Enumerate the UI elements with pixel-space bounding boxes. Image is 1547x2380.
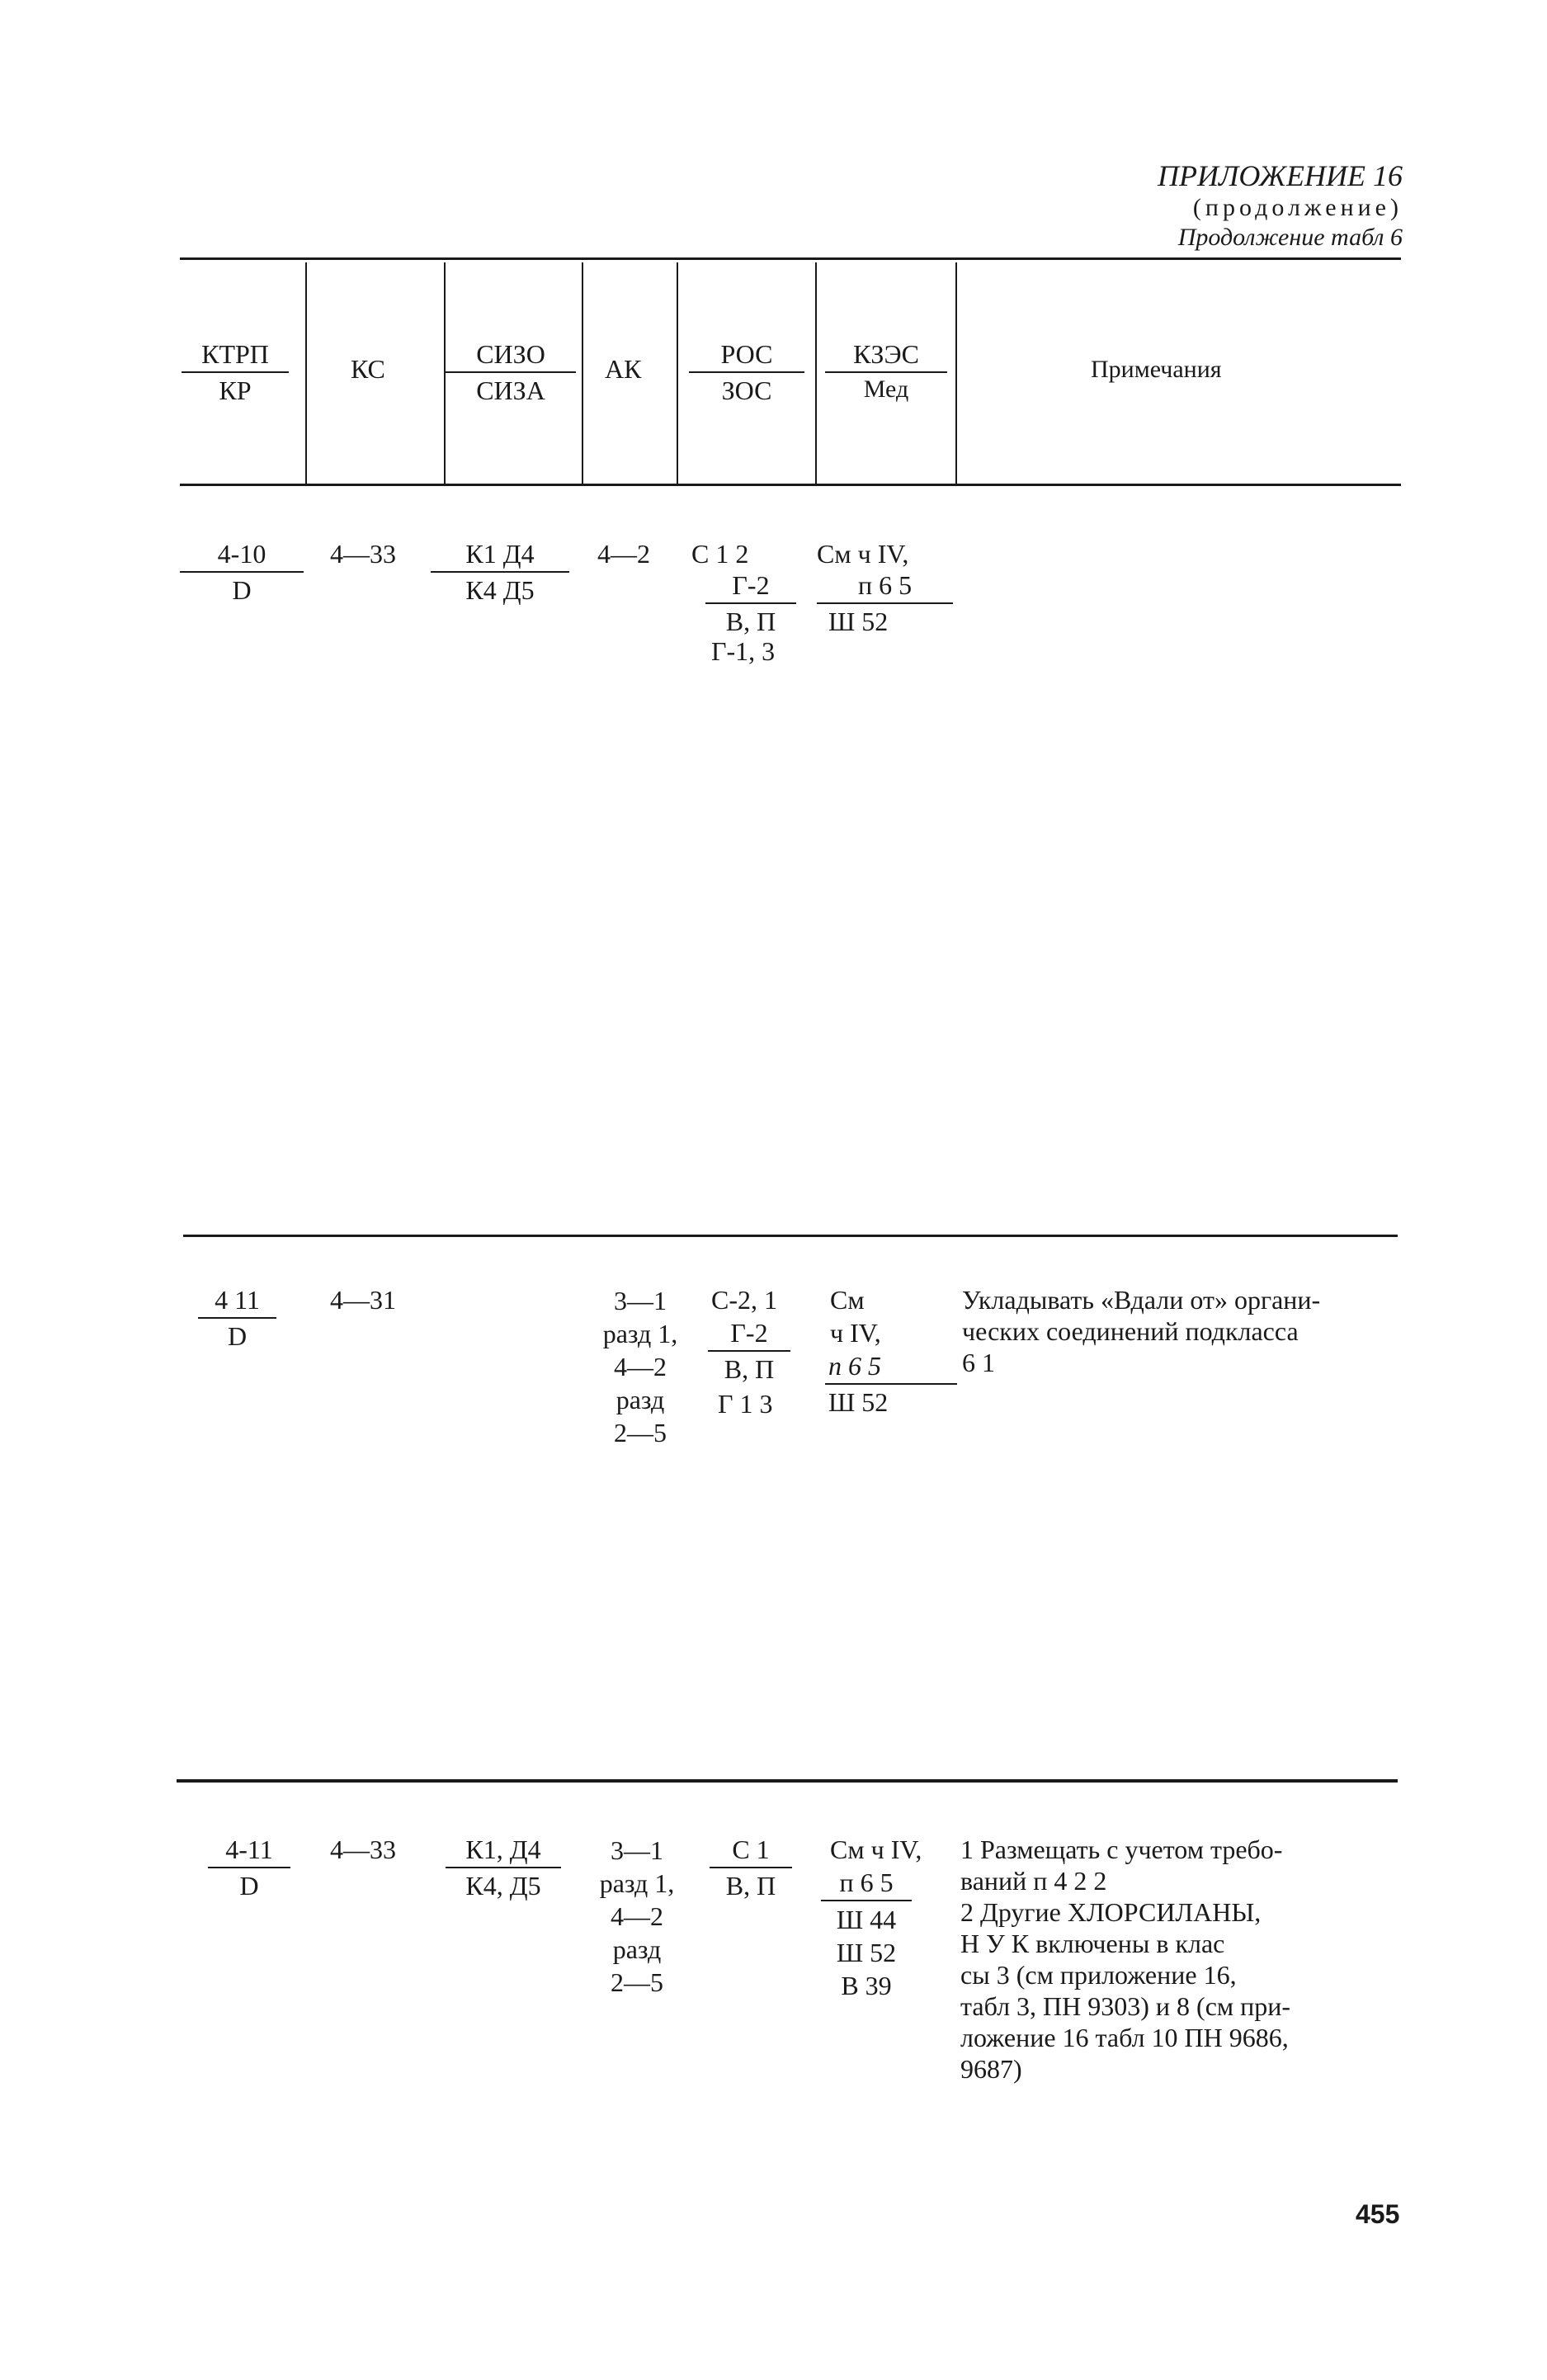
- row3-notes-line: ложение 16 табл 10 ПН 9686,: [960, 2023, 1289, 2052]
- row2-ak-line: разд 1,: [602, 1319, 678, 1348]
- header-ktrp: КТРП: [182, 338, 289, 373]
- row1-ak: 4—2: [597, 539, 650, 569]
- table-reference: Продолжение табл 6: [1177, 224, 1403, 251]
- row2-ak-line: 2—5: [614, 1418, 667, 1447]
- header-sizo-siza: [446, 338, 576, 407]
- row1-ks: 4—33: [330, 539, 396, 569]
- row3-notes-line: сы 3 (см приложение 16,: [960, 1960, 1237, 1990]
- row1-ros-frac: [705, 569, 796, 638]
- header-bottom-rule: [180, 484, 1401, 486]
- table-top-rule: [180, 257, 1401, 260]
- row1-ktrp-kr: [180, 538, 304, 607]
- row3-ks: 4—33: [330, 1835, 396, 1864]
- row3-ak-line: разд: [612, 1934, 662, 1964]
- row2-ros-frac: [708, 1317, 790, 1386]
- column-divider: [305, 262, 307, 484]
- row2-kzes-num: п 6 5: [825, 1350, 957, 1385]
- header-ks: КС: [351, 354, 385, 384]
- row3-ak-line: разд 1,: [599, 1868, 675, 1898]
- row1-ros-den: В, П: [725, 607, 776, 637]
- row3-ktrp-kr: [208, 1834, 290, 1902]
- header-notes: Примечания: [1091, 356, 1222, 383]
- row2-notes-line: ческих соединений подкласса: [962, 1316, 1299, 1346]
- row2-ktrp: 4 11: [198, 1284, 276, 1319]
- row2-notes: [962, 1284, 1389, 1378]
- header-kzes-med: [825, 338, 947, 404]
- row1-ros-bottom: Г-1, 3: [711, 636, 776, 666]
- page-number: 455: [1356, 2199, 1400, 2229]
- row3-ros-num: С 1: [710, 1834, 792, 1868]
- row1-ros-top: С 1 2: [691, 539, 749, 569]
- row3-ak-line: 2—5: [611, 1967, 663, 1997]
- row2-kr: D: [227, 1321, 248, 1352]
- row3-kzes-frac: [821, 1867, 912, 2002]
- row3-siza: К4, Д5: [465, 1871, 541, 1901]
- row2-ak-line: разд: [615, 1385, 665, 1414]
- row-separator: [183, 1235, 1398, 1237]
- row3-kzes-den-line: В 39: [841, 1971, 892, 2001]
- row1-kzes-frac: [817, 569, 953, 638]
- row2-kzes-top: См: [830, 1285, 865, 1315]
- row2-ks: 4—31: [330, 1285, 396, 1315]
- row3-ak: [579, 1834, 695, 1999]
- row3-notes-line: 1 Размещать с учетом требо-: [960, 1835, 1283, 1864]
- header-ros: РОС: [689, 338, 804, 373]
- row-separator: [177, 1779, 1398, 1783]
- row3-kzes-den-line: Ш 52: [836, 1938, 897, 1968]
- row1-kr: D: [232, 575, 252, 606]
- row1-siza: К4 Д5: [465, 575, 535, 606]
- row2-kzes-frac: [825, 1350, 957, 1419]
- column-divider: [955, 262, 957, 484]
- header-ktrp-kr: [182, 338, 289, 407]
- header-med: Мед: [863, 375, 909, 404]
- row3-ros-frac: [710, 1834, 792, 1902]
- header-sizo: СИЗО: [446, 338, 576, 373]
- row3-notes-line: ваний п 4 2 2: [960, 1866, 1107, 1896]
- row2-ros-bottom: Г 1 3: [718, 1389, 773, 1419]
- row3-kzes-den-line: Ш 44: [836, 1905, 897, 1935]
- row3-sizo-siza: [446, 1834, 561, 1902]
- header-siza: СИЗА: [476, 375, 545, 406]
- row3-notes-line: табл 3, ПН 9303) и 8 (см при-: [960, 1991, 1291, 2021]
- header-zos: ЗОС: [721, 375, 772, 406]
- row3-notes-line: Н У К включены в клас: [960, 1929, 1225, 1958]
- row1-sizo: К1 Д4: [431, 538, 569, 573]
- row1-kzes-top: См ч IV,: [817, 539, 909, 569]
- row2-ros-den: В, П: [724, 1354, 775, 1385]
- row3-ak-line: 4—2: [611, 1901, 663, 1931]
- column-divider: [582, 262, 583, 484]
- row2-ak: [582, 1284, 698, 1449]
- header-kzes: КЗЭС: [825, 338, 947, 373]
- header-ros-zos: [689, 338, 804, 407]
- continuation-label: (продолжение): [1192, 194, 1403, 221]
- row3-sizo: К1, Д4: [446, 1834, 561, 1868]
- row3-notes: [960, 1834, 1398, 2085]
- row2-ros-top: С-2, 1: [711, 1285, 777, 1315]
- row1-kzes-num: п 6 5: [817, 569, 953, 604]
- row3-kzes-num: п 6 5: [821, 1867, 912, 1901]
- row2-ros-num: Г-2: [708, 1317, 790, 1352]
- header-ak: АК: [605, 354, 642, 384]
- row2-kzes-den: Ш 52: [828, 1387, 889, 1418]
- row2-ak-line: 3—1: [614, 1286, 667, 1315]
- row1-kzes-den: Ш 52: [828, 607, 889, 637]
- row2-notes-line: 6 1: [962, 1348, 995, 1377]
- row1-ktrp: 4-10: [180, 538, 304, 573]
- row3-kzes-top: См ч IV,: [830, 1835, 922, 1864]
- row1-sizo-siza: [431, 538, 569, 607]
- row2-notes-line: Укладывать «Вдали от» органи-: [962, 1285, 1321, 1315]
- row3-notes-line: 2 Другие ХЛОРСИЛАНЫ,: [960, 1897, 1262, 1927]
- appendix-title: ПРИЛОЖЕНИЕ 16: [1158, 159, 1403, 192]
- column-divider: [815, 262, 817, 484]
- row2-kzes-mid: ч IV,: [830, 1318, 881, 1348]
- row1-ros-num: Г-2: [705, 569, 796, 604]
- row2-ktrp-kr: [198, 1284, 276, 1353]
- row3-ros-den: В, П: [725, 1871, 776, 1901]
- row3-ak-line: 3—1: [611, 1835, 663, 1865]
- row3-notes-line: 9687): [960, 2054, 1022, 2084]
- row2-ak-line: 4—2: [614, 1352, 667, 1381]
- column-divider: [677, 262, 678, 484]
- row3-kr: D: [239, 1871, 259, 1901]
- header-kr: КР: [219, 375, 252, 406]
- row3-ktrp: 4-11: [208, 1834, 290, 1868]
- row3-kzes-den: [821, 1901, 912, 2002]
